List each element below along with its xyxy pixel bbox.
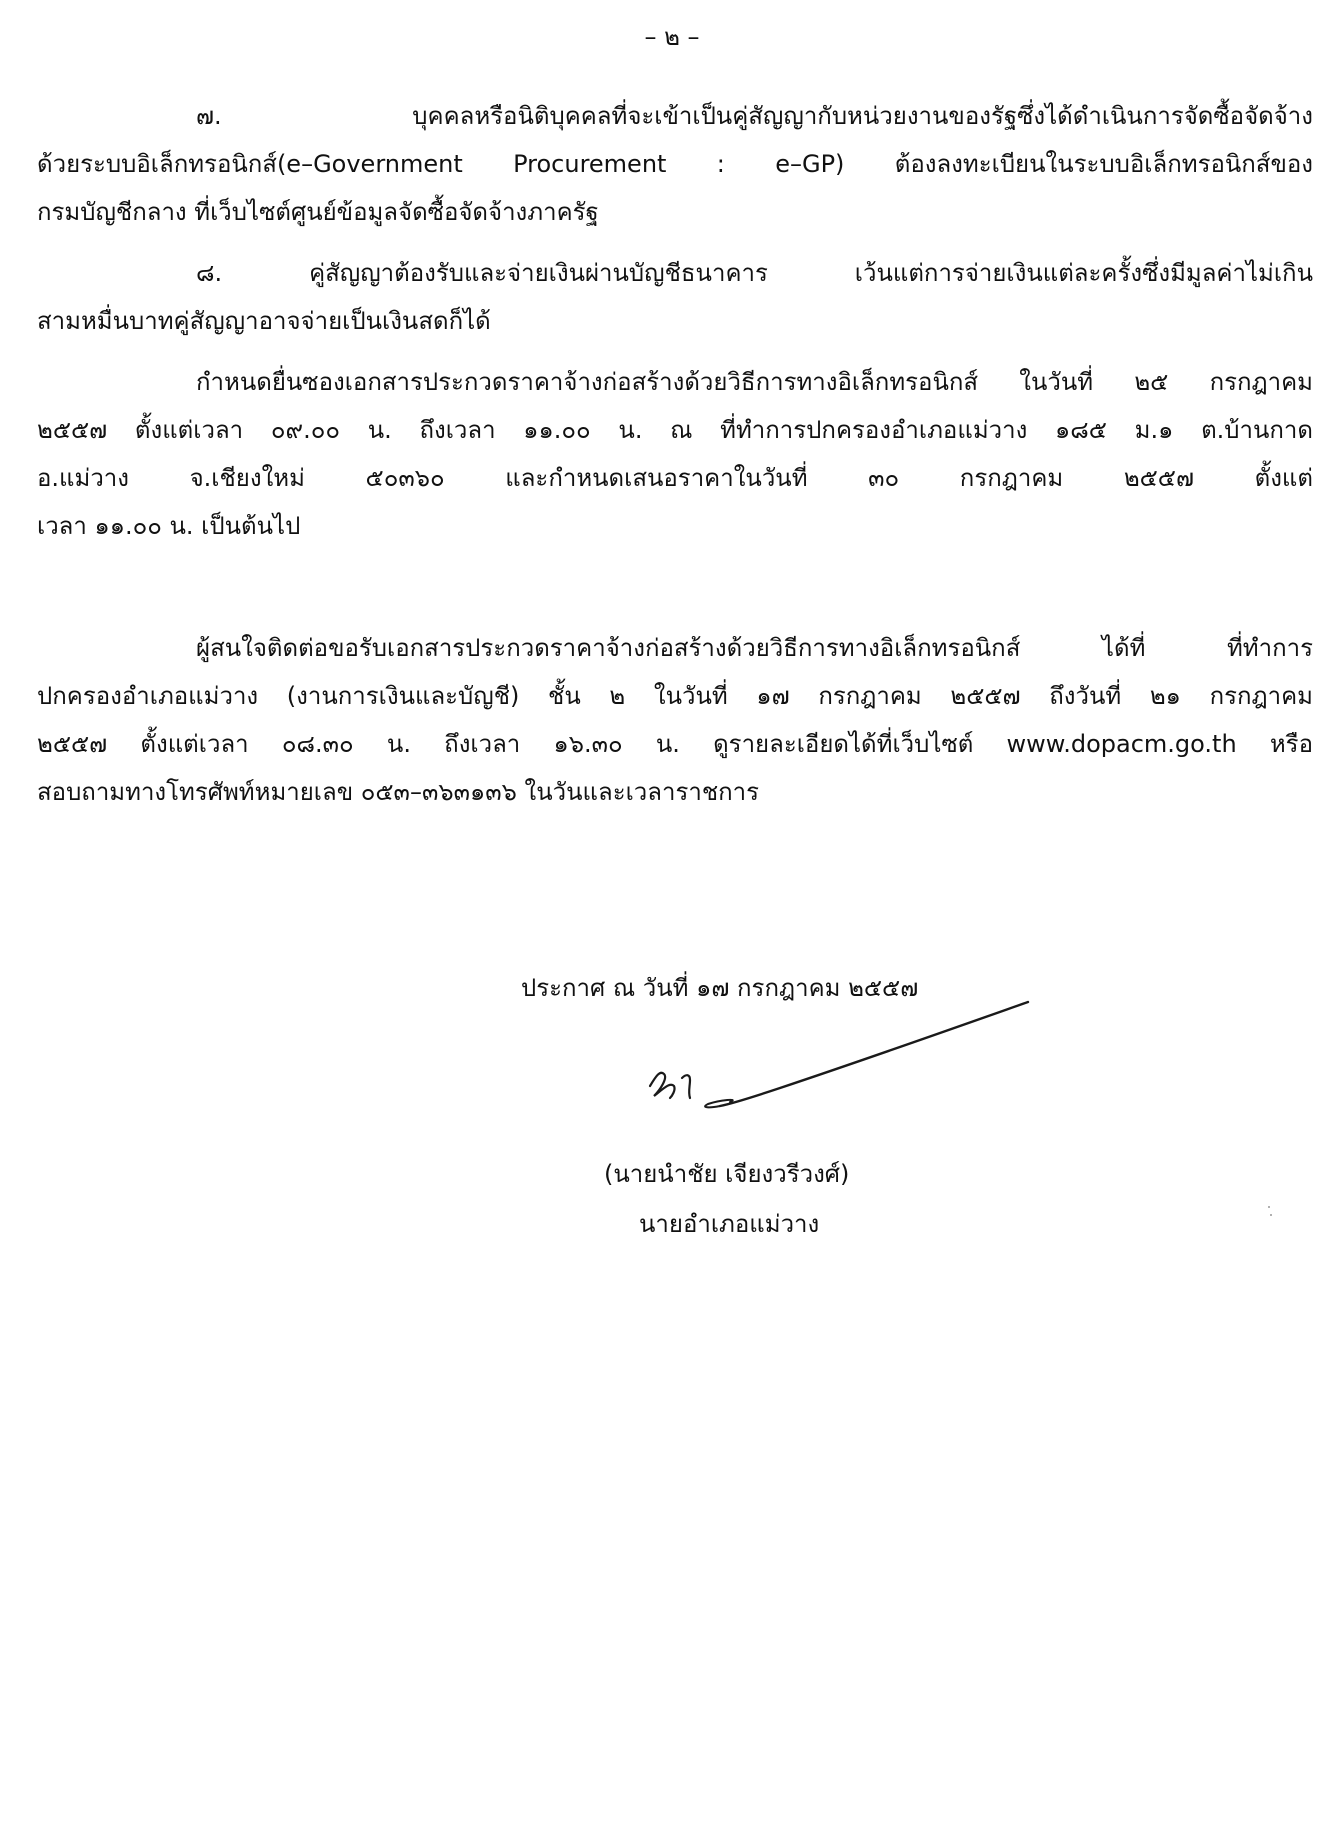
text-line: กรมบัญชีกลาง ที่เว็บไซต์ศูนย์ข้อมูลจัดซื้อจัดจ้างภาครัฐ	[37, 198, 599, 226]
announcement-date: ประกาศ ณ วันที่ ๑๗ กรกฎาคม ๒๕๕๗	[521, 974, 919, 1002]
text-line: ๒๕๕๗ ตั้งแต่เวลา ๐๘.๓๐ น. ถึงเวลา ๑๖.๓๐ น. ดูรายละเอียดได้ที่เว็บไซต์ www.dopacm.go.th หรือ	[37, 730, 1313, 758]
text-line: ผู้สนใจติดต่อขอรับเอกสารประกวดราคาจ้างก่อสร้างด้วยวิธีการทางอิเล็กทรอนิกส์ ได้ที่ ที่ทำการ	[196, 634, 1313, 662]
text-line: กำหนดยื่นซองเอกสารประกวดราคาจ้างก่อสร้างด้วยวิธีการทางอิเล็กทรอนิกส์ ในวันที่ ๒๕ กรกฎาคม	[196, 368, 1313, 396]
text-line: สามหมื่นบาทคู่สัญญาอาจจ่ายเป็นเงินสดก็ได้	[37, 307, 491, 335]
signer-title: นายอำเภอแม่วาง	[639, 1210, 820, 1238]
text-line: ๒๕๕๗ ตั้งแต่เวลา ๐๙.๐๐ น. ถึงเวลา ๑๑.๐๐ น. ณ ที่ทำการปกครองอำเภอแม่วาง ๑๘๕ ม.๑ ต.บ้านกาด	[37, 416, 1313, 444]
document-body	[37, 92, 1313, 829]
text-line: ๘. คู่สัญญาต้องรับและจ่ายเงินผ่านบัญชีธนาคาร เว้นแต่การจ่ายเงินแต่ละครั้งซึ่งมีมูลค่าไม่เกิน	[196, 259, 1313, 287]
text-line: อ.แม่วาง จ.เชียงใหม่ ๕๐๓๖๐ และกำหนดเสนอราคาในวันที่ ๓๐ กรกฎาคม ๒๕๕๗ ตั้งแต่	[37, 464, 1313, 492]
submission-schedule-paragraph	[37, 358, 1313, 550]
text-line: ด้วยระบบอิเล็กทรอนิกส์(e–Government Procurement : e–GP) ต้องลงทะเบียนในระบบอิเล็กทรอนิกส์ของ	[37, 150, 1313, 178]
handwritten-signature	[630, 978, 1040, 1128]
text-line: ปกครองอำเภอแม่วาง (งานการเงินและบัญชี) ชั้น ๒ ในวันที่ ๑๗ กรกฎาคม ๒๕๕๗ ถึงวันที่ ๒๑ กรกฎาคม	[37, 682, 1313, 710]
clause-7-paragraph	[37, 92, 1313, 236]
text-line: เวลา ๑๑.๐๐ น. เป็นต้นไป	[37, 512, 301, 540]
text-line: ๗. บุคคลหรือนิติบุคคลที่จะเข้าเป็นคู่สัญญากับหน่วยงานของรัฐซึ่งได้ดำเนินการจัดซื้อจัดจ้าง	[196, 102, 1313, 130]
clause-8-paragraph	[37, 249, 1313, 345]
text-line: สอบถามทางโทรศัพท์หมายเลข ๐๕๓–๓๖๓๑๓๖ ในวันและเวลาราชการ	[37, 778, 760, 806]
contact-info-paragraph	[37, 624, 1313, 816]
scan-speck	[1268, 1206, 1270, 1208]
page-number: – ๒ –	[644, 23, 700, 51]
signer-name: (นายนำชัย เจียงวรีวงศ์)	[604, 1160, 850, 1188]
scan-speck	[1270, 1214, 1272, 1216]
